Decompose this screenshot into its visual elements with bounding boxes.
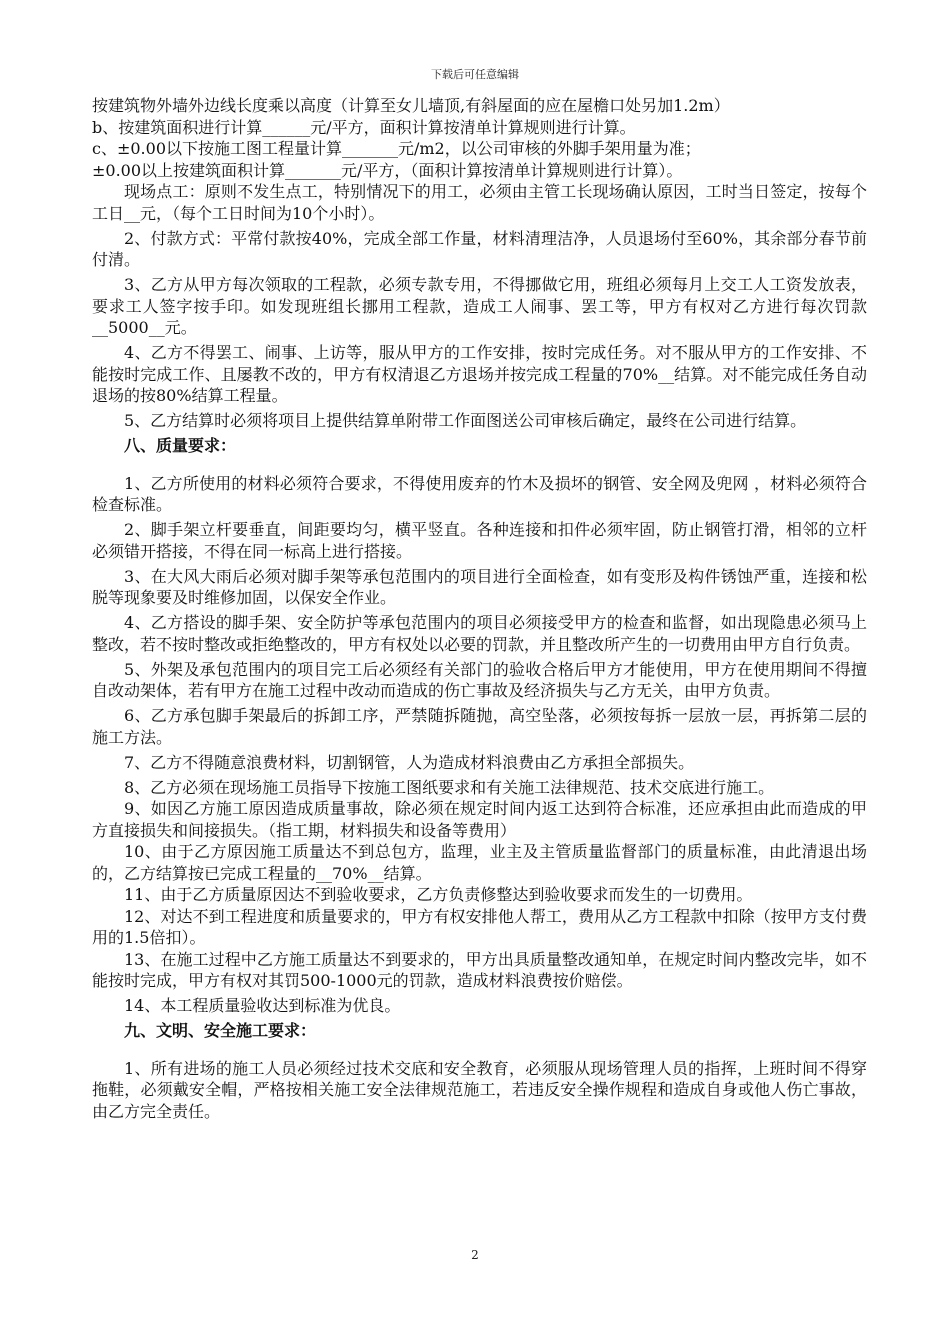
quality-item-13: 13、在施工过程中乙方施工质量达不到要求的，甲方出具质量整改通知单，在规定时间内整改完毕，如不能按时完成，甲方有权对其罚500-1000元的罚款，造成材料浪费按价赔偿。 — [92, 949, 867, 990]
quality-item-11: 11、由于乙方质量原因达不到验收要求，乙方负责修整达到验收要求而发生的一切费用。 — [124, 885, 753, 904]
paragraph-item-b: b、按建筑面积进行计算______元/平方，面积计算按清单计算规则进行计算。 — [92, 117, 636, 137]
quality-item-1: 1、乙方所使用的材料必须符合要求，不得使用废弃的竹木及损坏的钢管、安全网及兜网 ，材料必须符合检查标准。 — [92, 473, 867, 514]
section-heading-quality: 八、质量要求： — [124, 436, 237, 455]
paragraph-item-c: c、±0.00以下按施工图工程量计算_______元/m2，以公司审核的外脚手架用量为准； — [92, 139, 701, 158]
page-number: 2 — [471, 1248, 479, 1262]
quality-item-5: 5、外架及承包范围内的项目完工后必须经有关部门的验收合格后甲方才能使用，甲方在使用期间不得擅自改动架体，若有甲方在施工过程中改动而造成的伤亡事故及经济损失与乙方无关，由甲方负责。 — [92, 659, 867, 700]
paragraph-calc-height: 按建筑物外墙外边线长度乘以高度（计算至女儿墙顶,有斜屋面的应在屋檐口处另加1.2m） — [92, 96, 730, 115]
paragraph-no-strike: 4、乙方不得罢工、闹事、上访等，服从甲方的工作安排，按时完成任务。对不服从甲方的工作安排、不能按时完成工作、且屡教不改的，甲方有权清退乙方退场并按完成工程量的70%__结算。对不能完成任务自动退场的按80%结算工程量。 — [92, 343, 867, 405]
paragraph-above-zero: ±0.00以上按建筑面积计算_______元/平方，（面积计算按清单计算规则进行计算）。 — [92, 160, 683, 180]
quality-item-3: 3、在大风大雨后必须对脚手架等承包范围内的项目进行全面检查，如有变形及构件锈蚀严重，连接和松脱等现象要及时维修加固，以保安全作业。 — [92, 566, 867, 607]
quality-item-4: 4、乙方搭设的脚手架、安全防护等承包范围内的项目必须接受甲方的检查和监督，如出现隐患必须马上整改，若不按时整改或拒绝整改的，甲方有权处以必要的罚款，并且整改所产生的一切费用由甲方自行负责。 — [92, 613, 867, 654]
quality-item-2: 2、脚手架立杆要垂直，间距要均匀，横平竖直。各种连接和扣件必须牢固，防止钢管打滑，相邻的立杆必须错开搭接，不得在同一标高上进行搭接。 — [92, 520, 867, 561]
quality-item-10: 10、由于乙方原因施工质量达不到总包方，监理，业主及主管质量监督部门的质量标准，由此清退出场的，乙方结算按已完成工程量的__70%__结算。 — [92, 842, 867, 883]
safety-item-1: 1、所有进场的施工人员必须经过技术交底和安全教育，必须服从现场管理人员的指挥，上班时间不得穿拖鞋，必须戴安全帽，严格按相关施工安全法律规范施工，若违反安全操作规程和造成自身或他人伤亡事故，由乙方完全责任。 — [92, 1058, 867, 1121]
section-heading-safety: 九、文明、安全施工要求： — [124, 1021, 317, 1040]
document-body — [92, 95, 867, 1122]
quality-item-9: 9、如因乙方施工原因造成质量事故，除必须在规定时间内返工达到符合标准，还应承担由此而造成的甲方直接损失和间接损失。（指工期，材料损失和设备等费用） — [92, 799, 867, 840]
quality-item-8: 8、乙方必须在现场施工员指导下按施工图纸要求和有关施工法律规范、技术交底进行施工。 — [124, 777, 775, 797]
quality-item-7: 7、乙方不得随意浪费材料，切割钢管，人为造成材料浪费由乙方承担全部损失。 — [124, 752, 695, 772]
paragraph-payment-method: 2、付款方式：平常付款按40%，完成全部工作量，材料清理洁净，人员退场付至60%，其余部分春节前付清。 — [92, 228, 867, 269]
paragraph-settlement: 5、乙方结算时必须将项目上提供结算单附带工作面图送公司审核后确定，最终在公司进行结算。 — [124, 411, 807, 430]
paragraph-payment-usage: 3、乙方从甲方每次领取的工程款，必须专款专用，不得挪做它用，班组必须每月上交工人工资发放表，要求工人签字按手印。如发现班组长挪用工程款，造成工人闹事、罢工等，甲方有权对乙方进行每次罚款__5000__元。 — [92, 275, 867, 337]
paragraph-site-labor: 现场点工：原则不发生点工，特别情况下的用工，必须由主管工长现场确认原因，工时当日签定，按每个工日__元，（每个工日时间为10个小时）。 — [92, 182, 867, 223]
quality-item-14: 14、本工程质量验收达到标准为优良。 — [124, 996, 401, 1015]
quality-item-12: 12、对达不到工程进度和质量要求的，甲方有权安排他人帮工，费用从乙方工程款中扣除（按甲方支付费用的1.5倍扣）。 — [92, 906, 867, 947]
quality-item-6: 6、乙方承包脚手架最后的拆卸工序，严禁随拆随抛，高空坠落，必须按每拆一层放一层，再拆第二层的施工方法。 — [92, 706, 867, 747]
page-header: 下载后可任意编辑 — [431, 68, 519, 81]
